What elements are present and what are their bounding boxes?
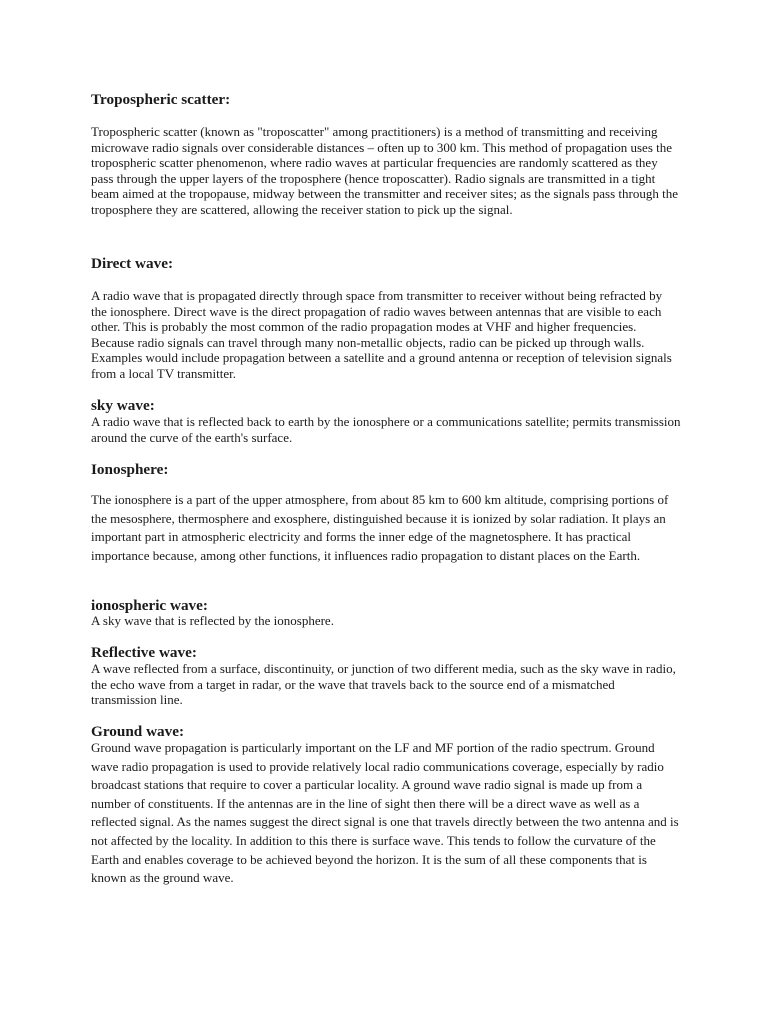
ionospheric-wave-heading: ionospheric wave: (91, 597, 208, 614)
sky-wave-heading: sky wave: (91, 397, 155, 414)
troposcatter-heading: Tropospheric scatter: (91, 91, 231, 108)
direct-wave-paragraph: A radio wave that is propagated directly through space from transmitter to receiver without being refracted by the ionosphere. Direct wave is the direct propagation of radio waves between antennas that are visible to each other. This is probably the most common of the radio propagation modes at VHF and higher frequencies. Because radio signals can travel through many non-metallic objects, radio can be picked up through walls. Examples would include propagation between a satellite and a ground antenna or reception of television signals from a local TV transmitter. (91, 288, 672, 381)
ground-wave-paragraph: Ground wave propagation is particularly important on the LF and MF portion of the radio spectrum. Ground wave radio propagation is used to provide relatively local radio communications coverage, especially by radio broadcast stations that require to cover a particular locality. A ground wave radio signal is made up from a number of constituents. If the antennas are in the line of sight then there will be a direct wave as well as a reflected signal. As the names suggest the direct signal is one that travels directly between the two antenna and is not affected by the locality. In addition to this there is surface wave. This tends to follow the curvature of the Earth and enables coverage to be achieved beyond the horizon. It is the sum of all these components that is known as the ground wave. (91, 740, 679, 886)
reflective-wave-heading: Reflective wave: (91, 644, 197, 661)
ionosphere-paragraph: The ionosphere is a part of the upper atmosphere, from about 85 km to 600 km altitude, comprising portions of the mesosphere, thermosphere and exosphere, distinguished because it is ionized by solar radiation. It plays an important part in atmospheric electricity and forms the inner edge of the magnetosphere. It has practical importance because, among other functions, it influences radio propagation to distant places on the Earth. (91, 492, 669, 563)
direct-wave-heading: Direct wave: (91, 255, 174, 272)
sky-wave-paragraph: A radio wave that is reflected back to earth by the ionosphere or a communications satellite; permits transmission around the curve of the earth's surface. (91, 414, 681, 445)
ground-wave-heading: Ground wave: (91, 723, 185, 740)
ionosphere-heading: Ionosphere: (91, 461, 169, 478)
ionospheric-wave-paragraph: A sky wave that is reflected by the ionosphere. (91, 613, 334, 628)
troposcatter-paragraph: Tropospheric scatter (known as "troposcatter" among practitioners) is a method of transmitting and receiving microwave radio signals over considerable distances – often up to 300 km. This method of propagation uses the tropospheric scatter phenomenon, where radio waves at particular frequencies are randomly scattered as they pass through the upper layers of the troposphere (hence troposcatter). Radio signals are transmitted in a tight beam aimed at the tropopause, midway between the transmitter and receiver sites; as the signals pass through the troposphere they are scattered, allowing the receiver station to pick up the signal. (91, 124, 678, 217)
reflective-wave-paragraph: A wave reflected from a surface, discontinuity, or junction of two different media, such as the sky wave in radio, the echo wave from a target in radar, or the wave that travels back to the source end of a mismatched transmission line. (91, 661, 676, 708)
